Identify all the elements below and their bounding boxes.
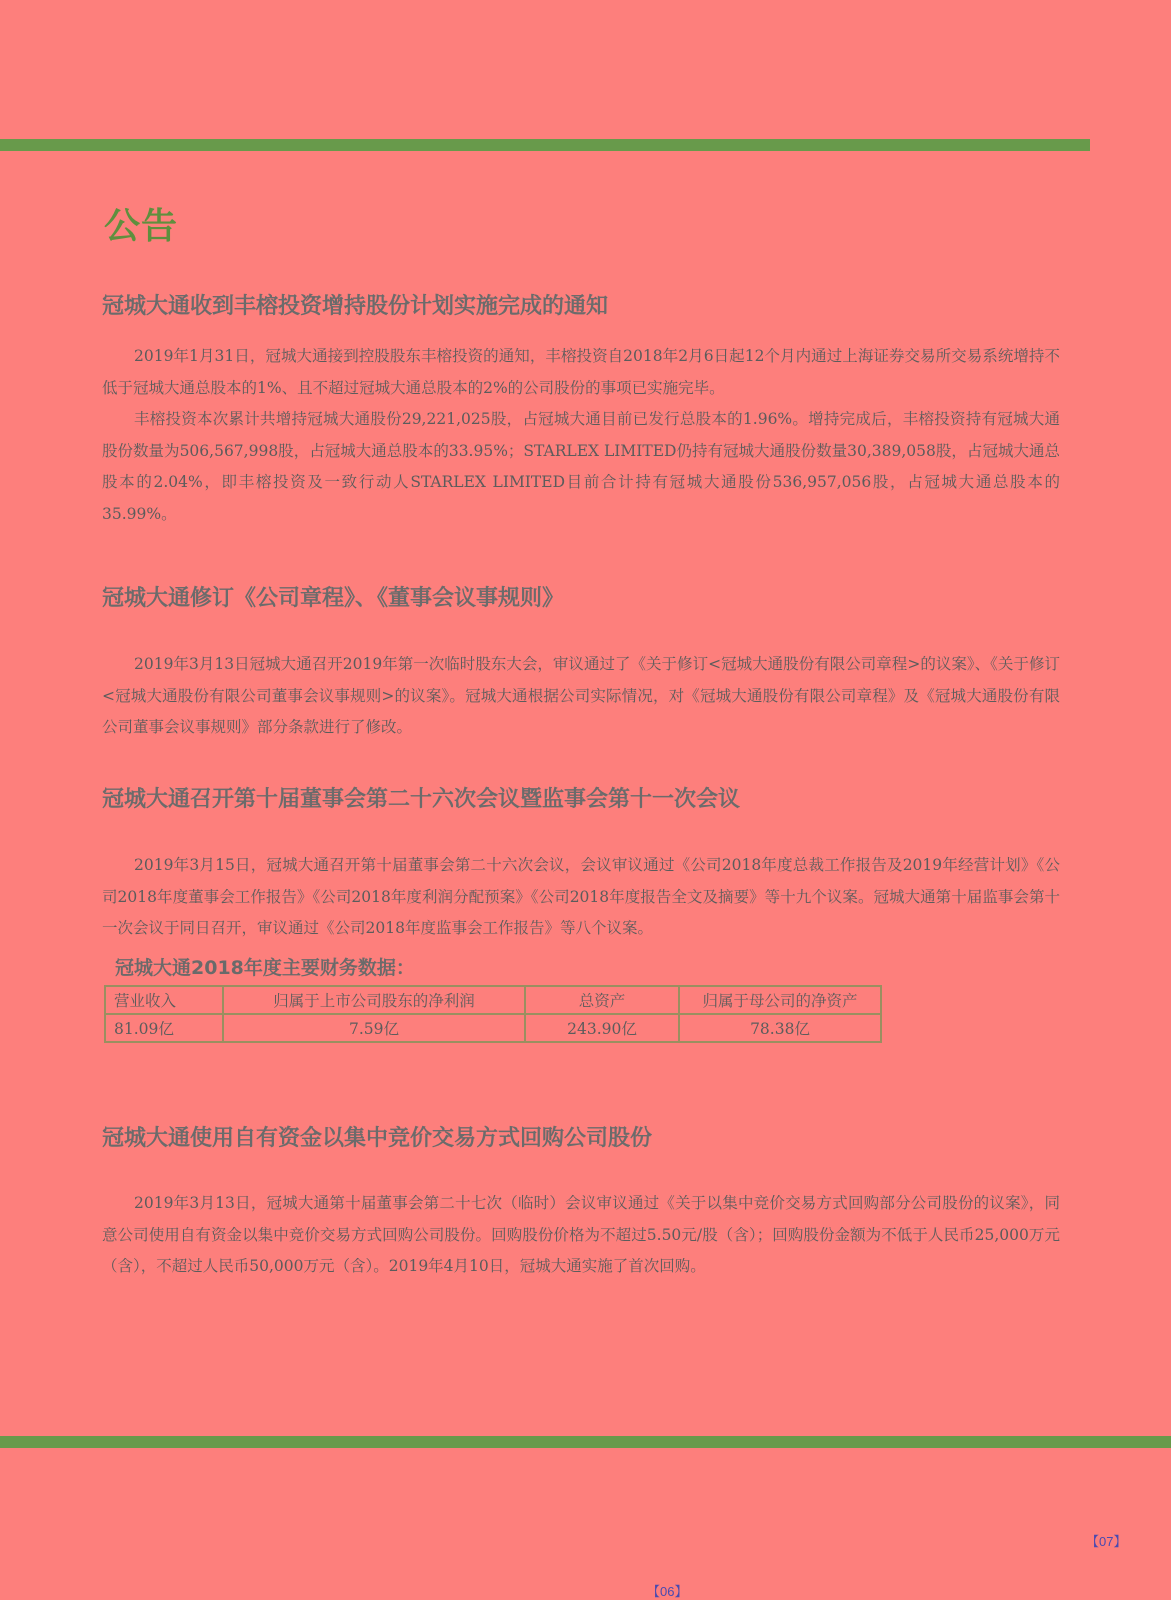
table-cell: 78.38亿 bbox=[679, 1014, 881, 1042]
financial-data-title: 冠城大通2018年度主要财务数据： bbox=[115, 957, 415, 979]
page-number-right: 【07】 bbox=[1086, 1534, 1127, 1549]
section-title: 冠城大通修订《公司章程》、《董事会议事规则》 bbox=[102, 585, 565, 611]
page-number-bottom: 【06】 bbox=[647, 1584, 688, 1599]
table-cell: 81.09亿 bbox=[105, 1014, 223, 1042]
section-paragraph: 2019年3月13日冠城大通召开2019年第一次临时股东大会，审议通过了《关于修订<冠城大通股份有限公司章程>的议案》、《关于修订<冠城大通股份有限公司董事会议事规则>的议案》。冠城大通根据公司实际情况，对《冠城大通股份有限公司章程》及《冠城大通股份有限公司董事会议事规则》部分条款进行了修改。 bbox=[102, 655, 1060, 736]
section-paragraph: 2019年1月31日，冠城大通接到控股股东丰榕投资的通知，丰榕投资自2018年2月6日起12个月内通过上海证券交易所交易系统增持不低于冠城大通总股本的1%、且不超过冠城大通总股本的2%的公司股份的事项已实施完毕。 bbox=[102, 347, 1060, 397]
page-title: 公告 bbox=[104, 206, 179, 247]
section-shareholding-completion bbox=[102, 291, 1060, 530]
section-board-meeting bbox=[102, 784, 1060, 945]
table-cell: 243.90亿 bbox=[525, 1014, 679, 1042]
section-paragraph: 丰榕投资本次累计共增持冠城大通股份29,221,025股，占冠城大通目前已发行总股本的1.96%。增持完成后，丰榕投资持有冠城大通股份数量为506,567,998股，占冠城大通总股本的33.95%；STARLEX LIMITED仍持有冠城大通股份数量30,389,058股，占冠城大通总股本的2.04%，即丰榕投资及一致行动人STARLEX LIMITED目前合计持有冠城大通股份536,957,056股，占冠城大通总股本的35.99%。 bbox=[102, 410, 1060, 523]
financial-data-table bbox=[104, 985, 882, 1043]
section-title: 冠城大通使用自有资金以集中竞价交易方式回购公司股份 bbox=[102, 1125, 653, 1151]
section-title: 冠城大通收到丰榕投资增持股份计划实施完成的通知 bbox=[102, 293, 609, 319]
table-header-cell: 总资产 bbox=[525, 986, 679, 1014]
top-divider bbox=[0, 139, 1090, 151]
table-header-cell: 归属于上市公司股东的净利润 bbox=[223, 986, 525, 1014]
section-paragraph: 2019年3月13日，冠城大通第十届董事会第二十七次（临时）会议审议通过《关于以集中竞价交易方式回购部分公司股份的议案》，同意公司使用自有资金以集中竞价交易方式回购公司股份。回购股份价格为不超过5.50元/股（含）；回购股份金额为不低于人民币25,000万元（含），不超过人民币50,000万元（含）。2019年4月10日，冠城大通实施了首次回购。 bbox=[102, 1194, 1060, 1275]
section-articles-revision bbox=[102, 583, 1060, 744]
table-header-cell: 归属于母公司的净资产 bbox=[679, 986, 881, 1014]
table-header-cell: 营业收入 bbox=[105, 986, 223, 1014]
table-header-row bbox=[105, 986, 881, 1014]
section-title: 冠城大通召开第十届董事会第二十六次会议暨监事会第十一次会议 bbox=[102, 786, 741, 812]
bottom-divider bbox=[0, 1436, 1171, 1448]
section-share-repurchase bbox=[102, 1123, 1060, 1283]
section-paragraph: 2019年3月15日，冠城大通召开第十届董事会第二十六次会议，会议审议通过《公司2018年度总裁工作报告及2019年经营计划》《公司2018年度董事会工作报告》《公司2018年度利润分配预案》《公司2018年度报告全文及摘要》等十九个议案。冠城大通第十届监事会第十一次会议于同日召开，审议通过《公司2018年度监事会工作报告》等八个议案。 bbox=[102, 856, 1060, 937]
table-cell: 7.59亿 bbox=[223, 1014, 525, 1042]
table-row bbox=[105, 1014, 881, 1042]
